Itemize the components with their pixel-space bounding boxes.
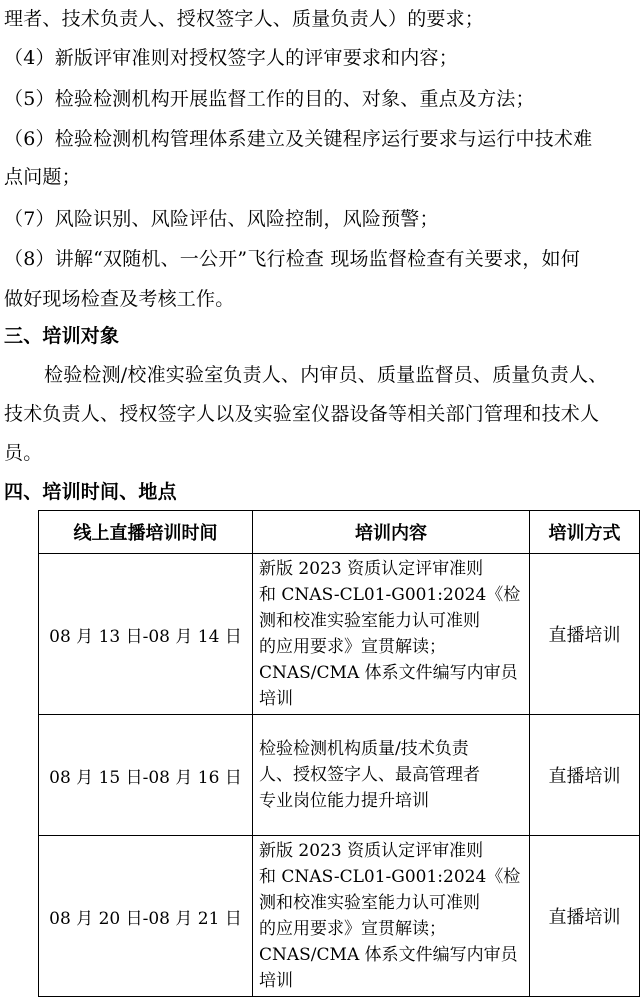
table-row <box>39 554 640 715</box>
table-header-row <box>39 511 640 554</box>
section-3-body: 检验检测/校准实验室负责人、内审员、质量监督员、质量负责人、 <box>44 364 608 386</box>
content-cell <box>253 836 530 997</box>
table-row <box>39 836 640 997</box>
content-line: 检验检测机构质量/技术负责 <box>259 739 469 759</box>
date-cell: 08 月 13 日-08 月 14 日 <box>39 554 253 715</box>
content-line: 培训 <box>259 689 293 709</box>
content-line: 测和校准实验室能力认可准则 <box>259 893 480 913</box>
paragraph-line: 理者、技术负责人、授权签字人、质量负责人）的要求； <box>4 8 485 30</box>
mode-cell: 直播培训 <box>530 836 640 997</box>
content-line: 的应用要求》宣贯解读； <box>259 637 446 657</box>
content-line: 培训 <box>259 971 293 991</box>
date-cell: 08 月 15 日-08 月 16 日 <box>39 715 253 836</box>
list-item-6-continued: 点问题； <box>4 166 81 188</box>
training-schedule-table <box>38 510 640 997</box>
content-line: 的应用要求》宣贯解读； <box>259 919 446 939</box>
list-item-7: （7）风险识别、风险评估、风险控制，风险预警； <box>4 208 439 230</box>
content-line: 专业岗位能力提升培训 <box>259 791 429 811</box>
section-3-body-end: 员。 <box>4 442 43 464</box>
content-line: 新版 2023 资质认定评审准则 <box>259 841 484 861</box>
content-line: 和 CNAS-CL01-G001:2024《检 <box>259 867 521 887</box>
column-header-content: 培训内容 <box>253 511 530 554</box>
content-cell <box>253 554 530 715</box>
list-item-6: （6）检验检测机构管理体系建立及关键程序运行要求与运行中技术难 <box>4 128 593 150</box>
content-line: 测和校准实验室能力认可准则 <box>259 611 480 631</box>
list-item-4: （4）新版评审准则对授权签字人的评审要求和内容； <box>4 47 458 69</box>
column-header-time: 线上直播培训时间 <box>39 511 253 554</box>
content-line: 新版 2023 资质认定评审准则 <box>259 559 484 579</box>
section-heading-4: 四、培训时间、地点 <box>4 481 177 503</box>
section-3-body-continued: 技术负责人、授权签字人以及实验室仪器设备等相关部门管理和技术人 <box>4 403 600 425</box>
section-heading-3: 三、培训对象 <box>4 325 120 347</box>
content-line: CNAS/CMA 体系文件编写内审员 <box>259 663 518 683</box>
content-line: CNAS/CMA 体系文件编写内审员 <box>259 945 518 965</box>
list-item-5: （5）检验检测机构开展监督工作的目的、对象、重点及方法； <box>4 88 535 110</box>
date-cell: 08 月 20 日-08 月 21 日 <box>39 836 253 997</box>
mode-cell: 直播培训 <box>530 715 640 836</box>
table-row <box>39 715 640 836</box>
list-item-8-continued: 做好现场检查及考核工作。 <box>4 288 235 310</box>
mode-cell: 直播培训 <box>530 554 640 715</box>
list-item-8: （8）讲解“双随机、一公开”飞行检查 现场监督检查有关要求，如何 <box>4 248 580 270</box>
content-line: 人、授权签字人、最高管理者 <box>259 765 480 785</box>
column-header-mode: 培训方式 <box>530 511 640 554</box>
content-line: 和 CNAS-CL01-G001:2024《检 <box>259 585 521 605</box>
content-cell <box>253 715 530 836</box>
